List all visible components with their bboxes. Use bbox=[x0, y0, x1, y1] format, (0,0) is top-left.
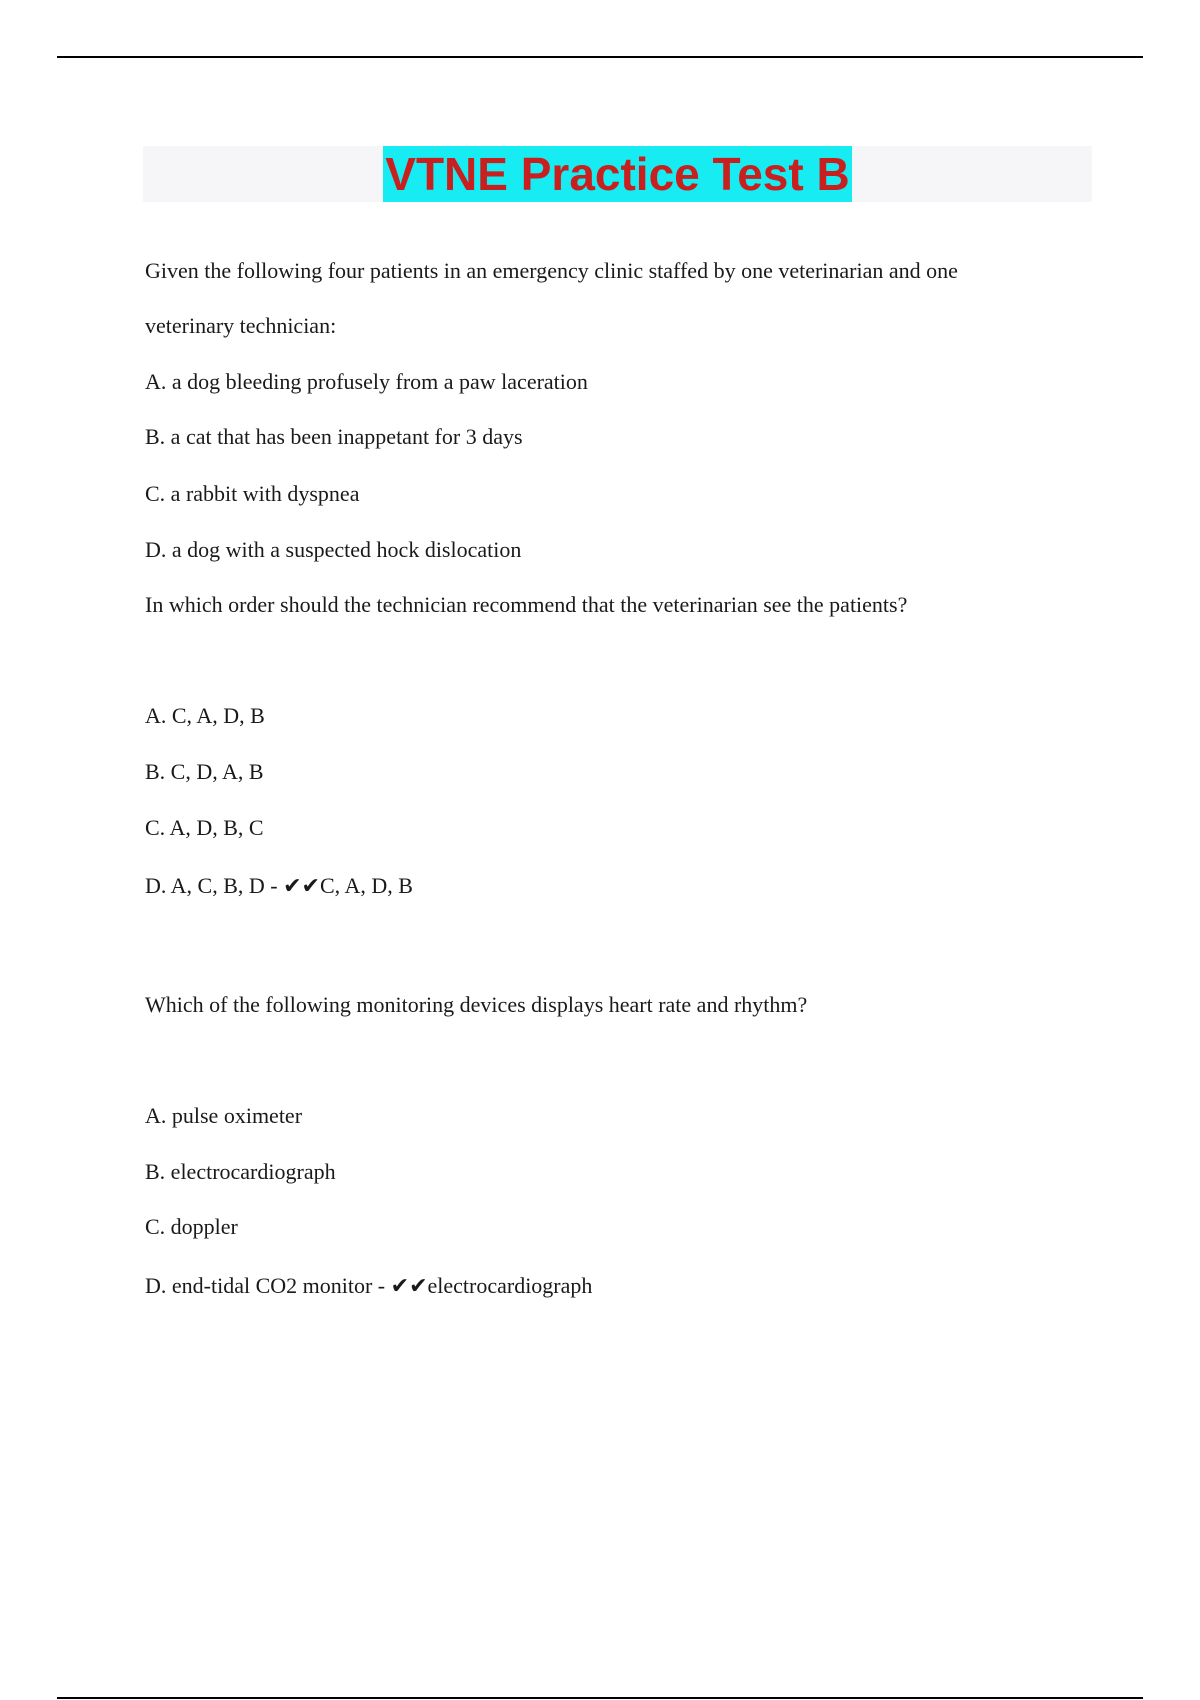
question-1-option-d-answer: D. A, C, B, D - ✔✔C, A, D, B bbox=[145, 873, 413, 898]
title-band bbox=[143, 146, 1092, 202]
question-1-stem-line-1: Given the following four patients in an emergency clinic staffed by one veterinarian and one bbox=[145, 258, 958, 283]
question-1-option-c: C. A, D, B, C bbox=[145, 815, 264, 840]
question-1-item-c: C. a rabbit with dyspnea bbox=[145, 481, 360, 506]
question-1-option-b: B. C, D, A, B bbox=[145, 759, 264, 784]
question-1-option-a: A. C, A, D, B bbox=[145, 703, 265, 728]
question-2-option-b: B. electrocardiograph bbox=[145, 1159, 336, 1184]
question-1-item-d: D. a dog with a suspected hock dislocation bbox=[145, 537, 522, 562]
question-2-option-c: C. doppler bbox=[145, 1214, 238, 1239]
bottom-rule bbox=[57, 1697, 1143, 1699]
question-2-option-d-answer: D. end-tidal CO2 monitor - ✔✔electrocardiograph bbox=[145, 1273, 593, 1298]
document-title: VTNE Practice Test B bbox=[385, 148, 850, 200]
question-1-prompt: In which order should the technician recommend that the veterinarian see the patients? bbox=[145, 592, 908, 617]
question-1-item-a: A. a dog bleeding profusely from a paw laceration bbox=[145, 369, 588, 394]
question-1-stem-line-2: veterinary technician: bbox=[145, 313, 337, 338]
question-2-option-a: A. pulse oximeter bbox=[145, 1103, 303, 1128]
top-rule bbox=[57, 56, 1143, 58]
question-2-prompt: Which of the following monitoring devices displays heart rate and rhythm? bbox=[145, 992, 808, 1017]
question-1-item-b: B. a cat that has been inappetant for 3 days bbox=[145, 424, 523, 449]
